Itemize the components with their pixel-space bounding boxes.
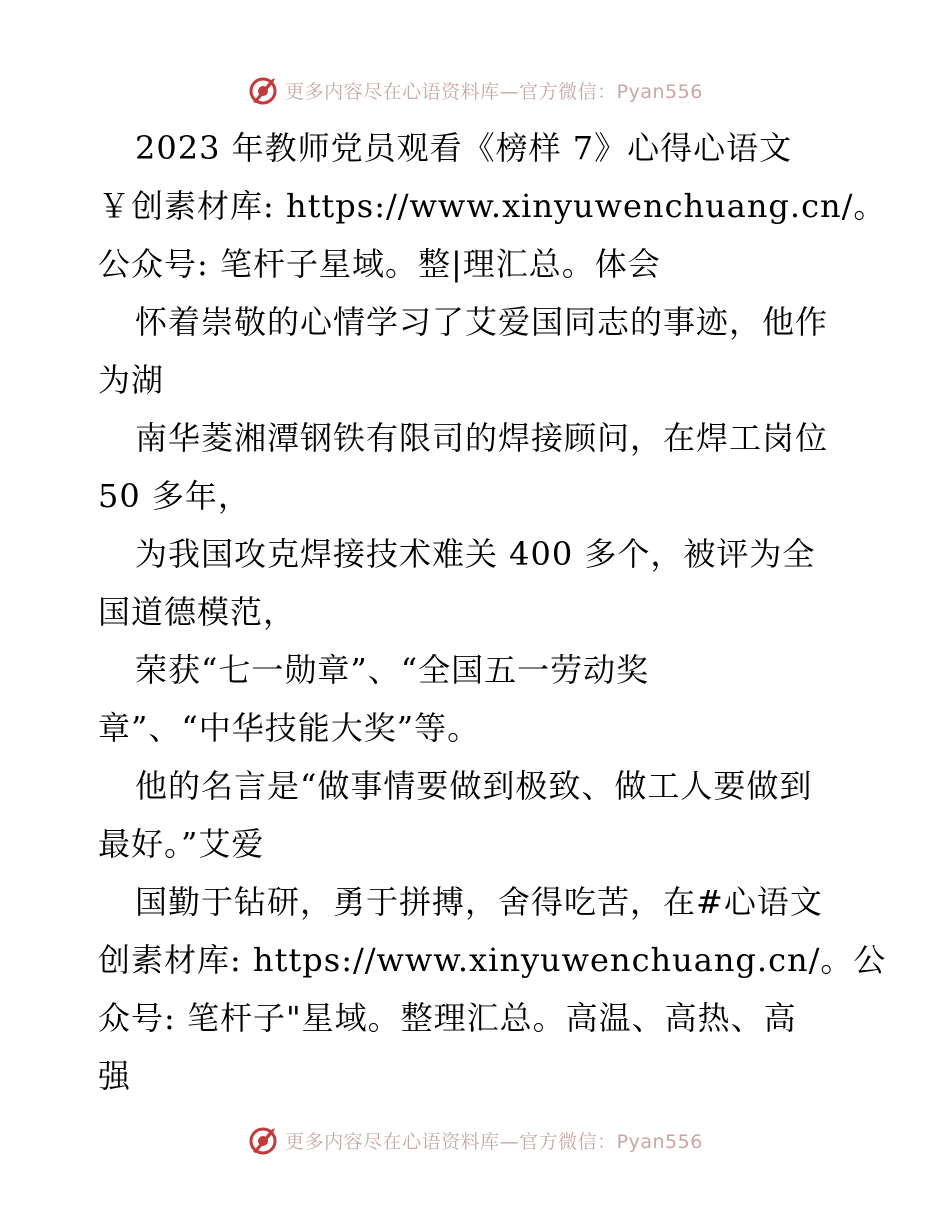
- text-line: 荣获“七一勋章”、“全国五一劳动奖: [135, 651, 650, 689]
- text-line: 最好。”艾爱: [98, 825, 265, 863]
- text-line: 章”、“中华技能大奖”等。: [98, 709, 481, 747]
- footer-banner-text: 更多内容尽在心语资料库—官方微信：Pyan556: [285, 1130, 703, 1153]
- text-line: ￥创素材库: https://www.xinyuwenchuang.cn/。: [98, 187, 887, 225]
- text-line: 强: [98, 1057, 132, 1095]
- text-line: 南华菱湘潭钢铁有限司的焊接顾问，在焊工岗位: [135, 419, 829, 457]
- text-line: 众号: 笔杆子"星域。整理汇总。高温、高热、高: [98, 999, 797, 1037]
- text-line: 创素材库: https://www.xinyuwenchuang.cn/。公: [98, 941, 887, 979]
- footer-banner: [0, 1120, 950, 1160]
- text-line: 怀着崇敬的心情学习了艾爱国同志的事迹，他作: [135, 303, 829, 341]
- quill-seal-logo-icon: [247, 74, 279, 106]
- text-line: 为湖: [98, 361, 165, 399]
- text-line: 他的名言是“做事情要做到极致、做工人要做到: [135, 767, 813, 805]
- text-line: 50 多年，: [98, 477, 251, 515]
- quill-seal-logo-icon: [247, 1124, 279, 1156]
- text-line: 国道德模范，: [98, 593, 297, 631]
- text-line: 公众号: 笔杆子星域。整|理汇总。体会: [98, 245, 661, 283]
- header-banner-text: 更多内容尽在心语资料库—官方微信：Pyan556: [285, 80, 703, 103]
- header-banner: [0, 70, 950, 110]
- text-line: 国勤于钻研，勇于拼搏，舍得吃苦，在#心语文: [135, 883, 823, 921]
- text-line: 为我国攻克焊接技术难关 400 多个，被评为全: [135, 535, 816, 573]
- text-line: 2023 年教师党员观看《榜样 7》心得心语文: [135, 129, 793, 167]
